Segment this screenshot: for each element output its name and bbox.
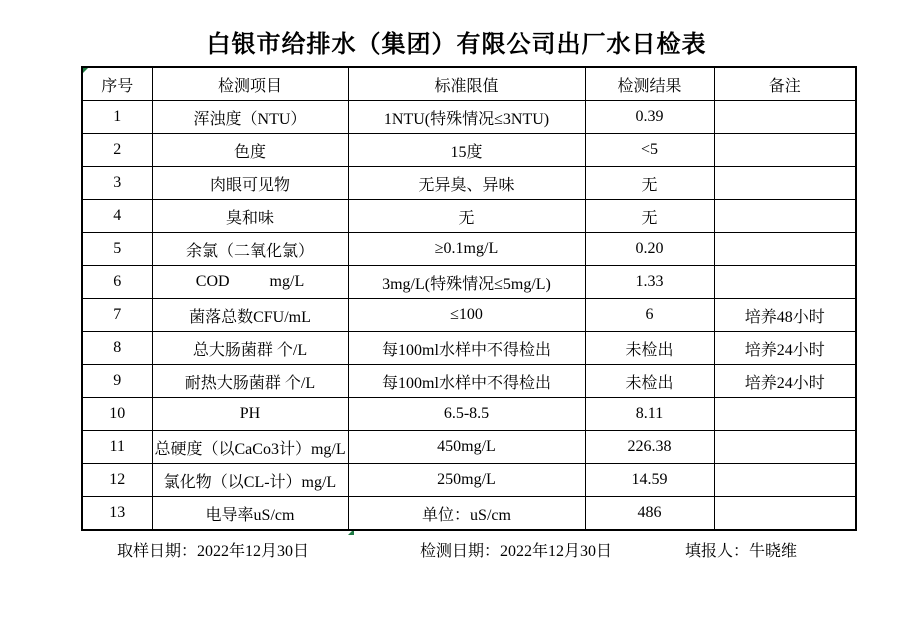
header-row [82, 67, 856, 101]
cell-no: 1 [82, 101, 152, 134]
table-row [82, 299, 856, 332]
sampling-date-value: 2022年12月30日 [197, 543, 310, 560]
table-row [82, 431, 856, 464]
cell-limit: ≥0.1mg/L [348, 233, 585, 266]
cell-limit: 3mg/L(特殊情况≤5mg/L) [348, 266, 585, 299]
cell-limit: 15度 [348, 134, 585, 167]
sampling-date [117, 538, 309, 561]
cell-no: 13 [82, 497, 152, 531]
footer-line [0, 538, 913, 560]
cell-item: 菌落总数CFU/mL [152, 299, 348, 332]
table-row [82, 233, 856, 266]
cell-result: 0.20 [585, 233, 714, 266]
cell-result: 0.39 [585, 101, 714, 134]
cell-note [714, 464, 856, 497]
cell-item: 耐热大肠菌群 个/L [152, 365, 348, 398]
table-row [82, 365, 856, 398]
table-row [82, 398, 856, 431]
cell-item: PH [152, 398, 348, 431]
cell-note: 培养24小时 [714, 365, 856, 398]
cell-result: 14.59 [585, 464, 714, 497]
cell-note [714, 233, 856, 266]
cell-result: 6 [585, 299, 714, 332]
cell-result: 1.33 [585, 266, 714, 299]
testing-date-value: 2022年12月30日 [500, 543, 613, 560]
cell-item: 总硬度（以CaCo3计）mg/L [152, 431, 348, 464]
cell-limit: ≤100 [348, 299, 585, 332]
cell-limit: 1NTU(特殊情况≤3NTU) [348, 101, 585, 134]
table-row [82, 134, 856, 167]
cell-no: 11 [82, 431, 152, 464]
reporter-label: 填报人： [685, 543, 750, 560]
cell-no: 6 [82, 266, 152, 299]
cell-note [714, 134, 856, 167]
cell-result: 486 [585, 497, 714, 531]
cell-note [714, 398, 856, 431]
inspection-table [81, 66, 857, 531]
header-limit: 标准限值 [348, 67, 585, 101]
table-row [82, 464, 856, 497]
cell-limit: 每100ml水样中不得检出 [348, 365, 585, 398]
cell-note [714, 167, 856, 200]
cell-item: 余氯（二氧化氯） [152, 233, 348, 266]
cell-limit: 无 [348, 200, 585, 233]
cell-note [714, 431, 856, 464]
cell-item: 肉眼可见物 [152, 167, 348, 200]
cell-result: <5 [585, 134, 714, 167]
table-row [82, 101, 856, 134]
cell-no: 8 [82, 332, 152, 365]
cell-no: 4 [82, 200, 152, 233]
cell-item: 电导率uS/cm [152, 497, 348, 531]
cell-limit: 每100ml水样中不得检出 [348, 332, 585, 365]
cell-note: 培养24小时 [714, 332, 856, 365]
cell-note [714, 101, 856, 134]
cell-result: 无 [585, 200, 714, 233]
cell-limit: 250mg/L [348, 464, 585, 497]
cell-item: 氯化物（以CL-计）mg/L [152, 464, 348, 497]
cell-no: 5 [82, 233, 152, 266]
header-note: 备注 [714, 67, 856, 101]
table-body [82, 101, 856, 531]
cell-note [714, 200, 856, 233]
table-row [82, 167, 856, 200]
cell-note [714, 266, 856, 299]
cell-limit: 无异臭、异味 [348, 167, 585, 200]
cell-result: 8.11 [585, 398, 714, 431]
reporter-name-value: 牛晓维 [749, 543, 798, 560]
cell-result: 无 [585, 167, 714, 200]
cell-item: 总大肠菌群 个/L [152, 332, 348, 365]
sampling-date-label: 取样日期： [117, 543, 198, 560]
cell-limit: 6.5-8.5 [348, 398, 585, 431]
cell-item: 色度 [152, 134, 348, 167]
cell-limit: 450mg/L [348, 431, 585, 464]
cell-limit: 单位：uS/cm [348, 497, 585, 531]
reporter [685, 538, 797, 561]
cell-result: 未检出 [585, 365, 714, 398]
cell-result: 226.38 [585, 431, 714, 464]
page-title: 白银市给排水（集团）有限公司出厂水日检表 [206, 32, 707, 58]
testing-date [420, 538, 612, 561]
cell-result: 未检出 [585, 332, 714, 365]
cell-note [714, 497, 856, 531]
testing-date-label: 检测日期： [420, 543, 501, 560]
table-row [82, 332, 856, 365]
table-header [82, 67, 856, 101]
cell-no: 12 [82, 464, 152, 497]
cell-item: COD mg/L [152, 266, 348, 299]
table-row [82, 200, 856, 233]
table-row [82, 266, 856, 299]
cell-no: 10 [82, 398, 152, 431]
cell-no: 3 [82, 167, 152, 200]
cell-note: 培养48小时 [714, 299, 856, 332]
header-item: 检测项目 [152, 67, 348, 101]
cell-item: 臭和味 [152, 200, 348, 233]
cell-no: 2 [82, 134, 152, 167]
cell-item: 浑浊度（NTU） [152, 101, 348, 134]
cell-no: 7 [82, 299, 152, 332]
cell-no: 9 [82, 365, 152, 398]
header-result: 检测结果 [585, 67, 714, 101]
table-row [82, 497, 856, 531]
header-no: 序号 [82, 67, 152, 101]
